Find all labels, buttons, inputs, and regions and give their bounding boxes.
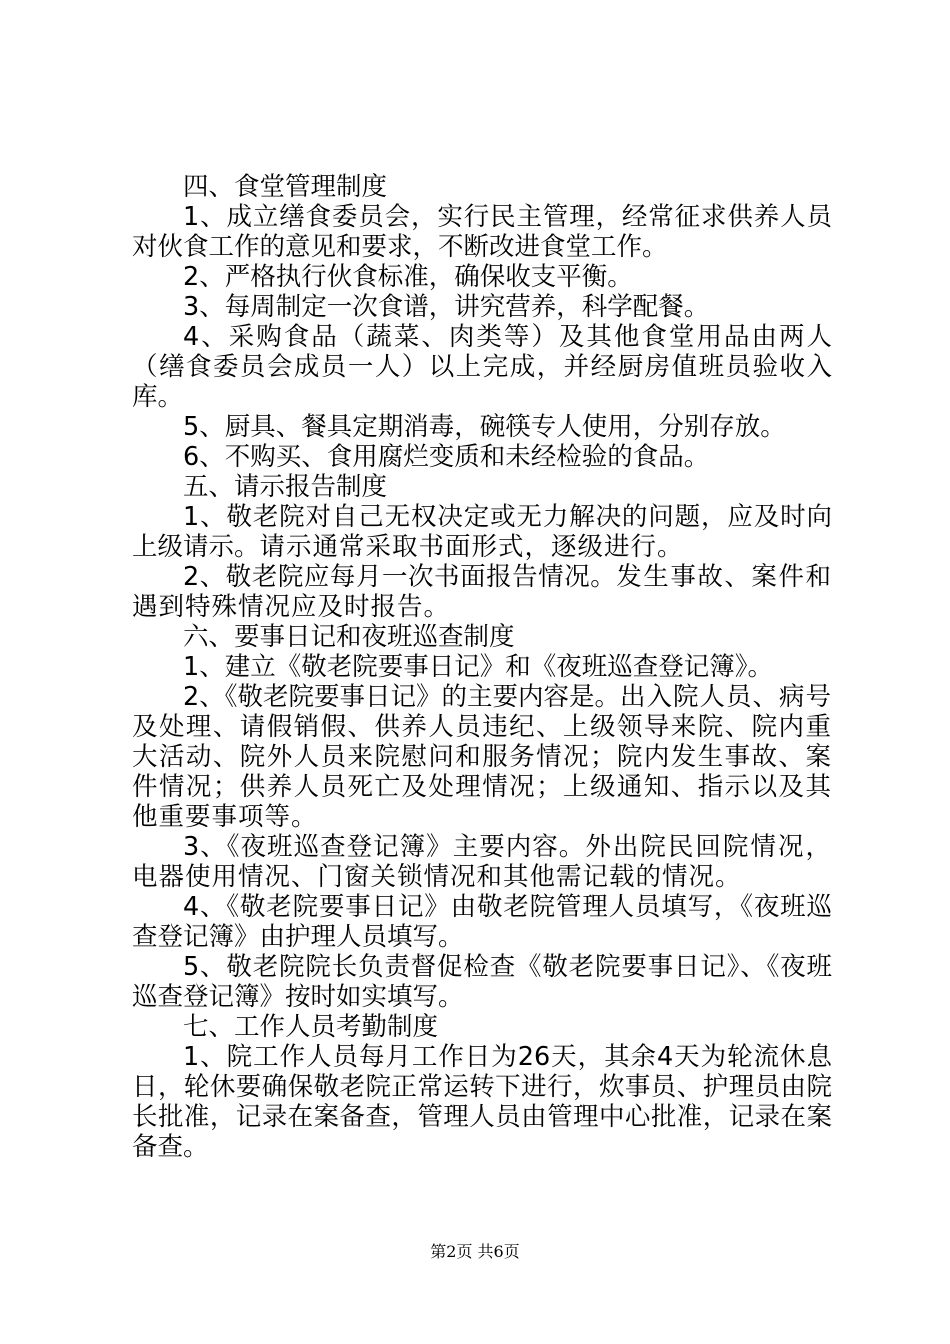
paragraph: 3、《夜班巡查登记簿》主要内容。外出院民回院情况，电器使用情况、门窗关锁情况和其他需记载的情况。	[132, 832, 832, 892]
paragraph: 5、敬老院院长负责督促检查《敬老院要事日记》、《夜班巡查登记簿》按时如实填写。	[132, 952, 832, 1012]
paragraph: 1、建立《敬老院要事日记》和《夜班巡查登记簿》。	[183, 652, 773, 682]
paragraph: 6、不购买、食用腐烂变质和未经检验的食品。	[183, 442, 710, 472]
page-number: 第2页 共6页	[430, 1242, 520, 1261]
paragraph: 1、成立缮食委员会，实行民主管理，经常征求供养人员对伙食工作的意见和要求，不断改进食堂工作。	[132, 202, 832, 262]
paragraph: 七、工作人员考勤制度	[183, 1012, 439, 1042]
paragraph: 4、《敬老院要事日记》由敬老院管理人员填写，《夜班巡查登记簿》由护理人员填写。	[132, 892, 832, 952]
paragraph: 2、《敬老院要事日记》的主要内容是。出入院人员、病号及处理、请假销假、供养人员违纪、上级领导来院、院内重大活动、院外人员来院慰问和服务情况；院内发生事故、案件情况；供养人员死亡及处理情况；上级通知、指示以及其他重要事项等。	[132, 682, 832, 832]
paragraph: 5、厨具、餐具定期消毒，碗筷专人使用，分别存放。	[183, 412, 786, 442]
paragraph: 4、采购食品（蔬菜、肉类等）及其他食堂用品由两人（缮食委员会成员一人）以上完成，并经厨房值班员验收入库。	[132, 322, 832, 412]
paragraph: 1、敬老院对自己无权决定或无力解决的问题，应及时向上级请示。请示通常采取书面形式，逐级进行。	[132, 502, 832, 562]
page-footer	[0, 1242, 950, 1262]
paragraph: 2、敬老院应每月一次书面报告情况。发生事故、案件和遇到特殊情况应及时报告。	[132, 562, 832, 622]
paragraph: 3、每周制定一次食谱，讲究营养，科学配餐。	[183, 292, 710, 322]
document-body	[132, 172, 832, 1162]
paragraph: 1、院工作人员每月工作日为26天，其余4天为轮流休息日，轮休要确保敬老院正常运转下进行，炊事员、护理员由院长批准，记录在案备查，管理人员由管理中心批准，记录在案备查。	[132, 1042, 832, 1162]
paragraph: 四、食堂管理制度	[183, 172, 388, 202]
paragraph: 六、要事日记和夜班巡查制度	[183, 622, 515, 652]
paragraph: 2、严格执行伙食标准，确保收支平衡。	[183, 262, 633, 292]
paragraph: 五、请示报告制度	[183, 472, 388, 502]
